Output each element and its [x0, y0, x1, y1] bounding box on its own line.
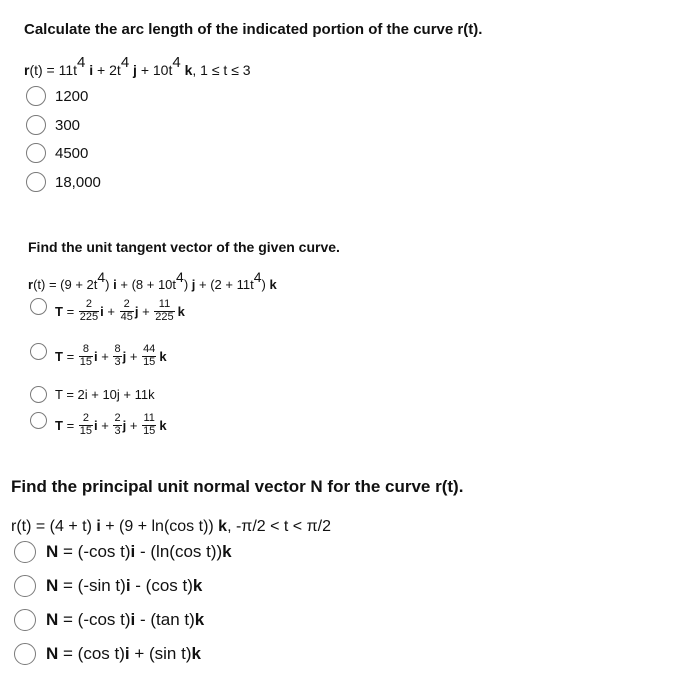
- option-expression: T = $\frac{2}{225}$ i + $\frac{2}{45}$ j + $\frac{11}{225}$ k: [55, 298, 185, 323]
- option-expression: N = (-cos t)i - (tan t)k: [46, 610, 205, 629]
- question-2-option-4[interactable]: [30, 413, 167, 437]
- option-expression: T = $\frac{8}{15}$ i + $\frac{8}{3}$ j + $\frac{44}{15}$ k: [55, 343, 167, 368]
- fraction: $\frac{11}{15}$: [143, 412, 156, 437]
- fraction: $\frac{8}{3}$: [114, 343, 121, 368]
- question-1-option-4[interactable]: [26, 172, 101, 192]
- question-1-option-3[interactable]: [26, 143, 88, 163]
- radio-button[interactable]: [30, 343, 47, 360]
- option-expression: N = (-cos t)i - (ln(cos t))k: [46, 542, 232, 561]
- radio-button[interactable]: [30, 386, 47, 403]
- question-1-option-2[interactable]: [26, 115, 80, 135]
- question-2-option-1[interactable]: [30, 299, 185, 323]
- radio-button[interactable]: [14, 575, 36, 597]
- question-3-option-1[interactable]: [14, 541, 232, 563]
- question-2-option-3[interactable]: [30, 386, 155, 403]
- option-label: 18,000: [55, 173, 101, 191]
- question-2-option-2[interactable]: [30, 344, 167, 368]
- radio-button[interactable]: [26, 172, 46, 192]
- option-label: T = 2i + 10j + 11k: [55, 387, 155, 402]
- fraction: $\frac{8}{15}$: [79, 343, 93, 368]
- option-expression: T = $\frac{2}{15}$ i + $\frac{2}{3}$ j + $\frac{11}{15}$ k: [55, 412, 167, 437]
- radio-button[interactable]: [14, 541, 36, 563]
- fraction: $\frac{2}{45}$: [120, 298, 133, 323]
- question-3-option-2[interactable]: [14, 575, 202, 597]
- option-expression: N = (cos t)i + (sin t)k: [46, 644, 201, 663]
- radio-button[interactable]: [30, 298, 47, 315]
- fraction: $\frac{2}{225}$: [79, 298, 99, 323]
- question-3-option-3[interactable]: [14, 609, 204, 631]
- question-2-title: Find the unit tangent vector of the given curve.: [28, 239, 340, 255]
- option-label: 4500: [55, 144, 89, 162]
- radio-button[interactable]: [26, 143, 46, 163]
- option-expression: N = (-sin t)i - (cos t)k: [46, 576, 203, 595]
- radio-button[interactable]: [14, 643, 36, 665]
- fraction: $\frac{2}{3}$: [114, 412, 121, 437]
- question-1-equation: $r(t) = 11t^4$ $i + 2t^4$ $j + 10t^4$ k, 1 ≤ t ≤ 3: [24, 54, 251, 78]
- question-1-option-1[interactable]: [26, 86, 88, 106]
- radio-button[interactable]: [14, 609, 36, 631]
- question-2-equation: $r(t) = (9 + 2t^4)$ $i + (8 + 10t^4)$ $j + (2 + 11t^4)$ k: [28, 268, 277, 292]
- question-3-title: Find the principal unit normal vector N for the curve r(t).: [11, 477, 464, 496]
- question-3-equation: r(t) = (4 + t) i + (9 + ln(cos t)) k, -π/2 < t < π/2: [11, 518, 331, 535]
- fraction: $\frac{11}{225}$: [155, 298, 174, 323]
- fraction: $\frac{2}{15}$: [79, 412, 93, 437]
- option-label: 1200: [55, 87, 89, 105]
- fraction: $\frac{44}{15}$: [143, 343, 156, 368]
- radio-button[interactable]: [26, 86, 46, 106]
- radio-button[interactable]: [26, 115, 46, 135]
- radio-button[interactable]: [30, 412, 47, 429]
- question-3-option-4[interactable]: [14, 643, 201, 665]
- option-label: 300: [55, 116, 81, 134]
- question-1-title: Calculate the arc length of the indicated portion of the curve r(t).: [24, 21, 483, 38]
